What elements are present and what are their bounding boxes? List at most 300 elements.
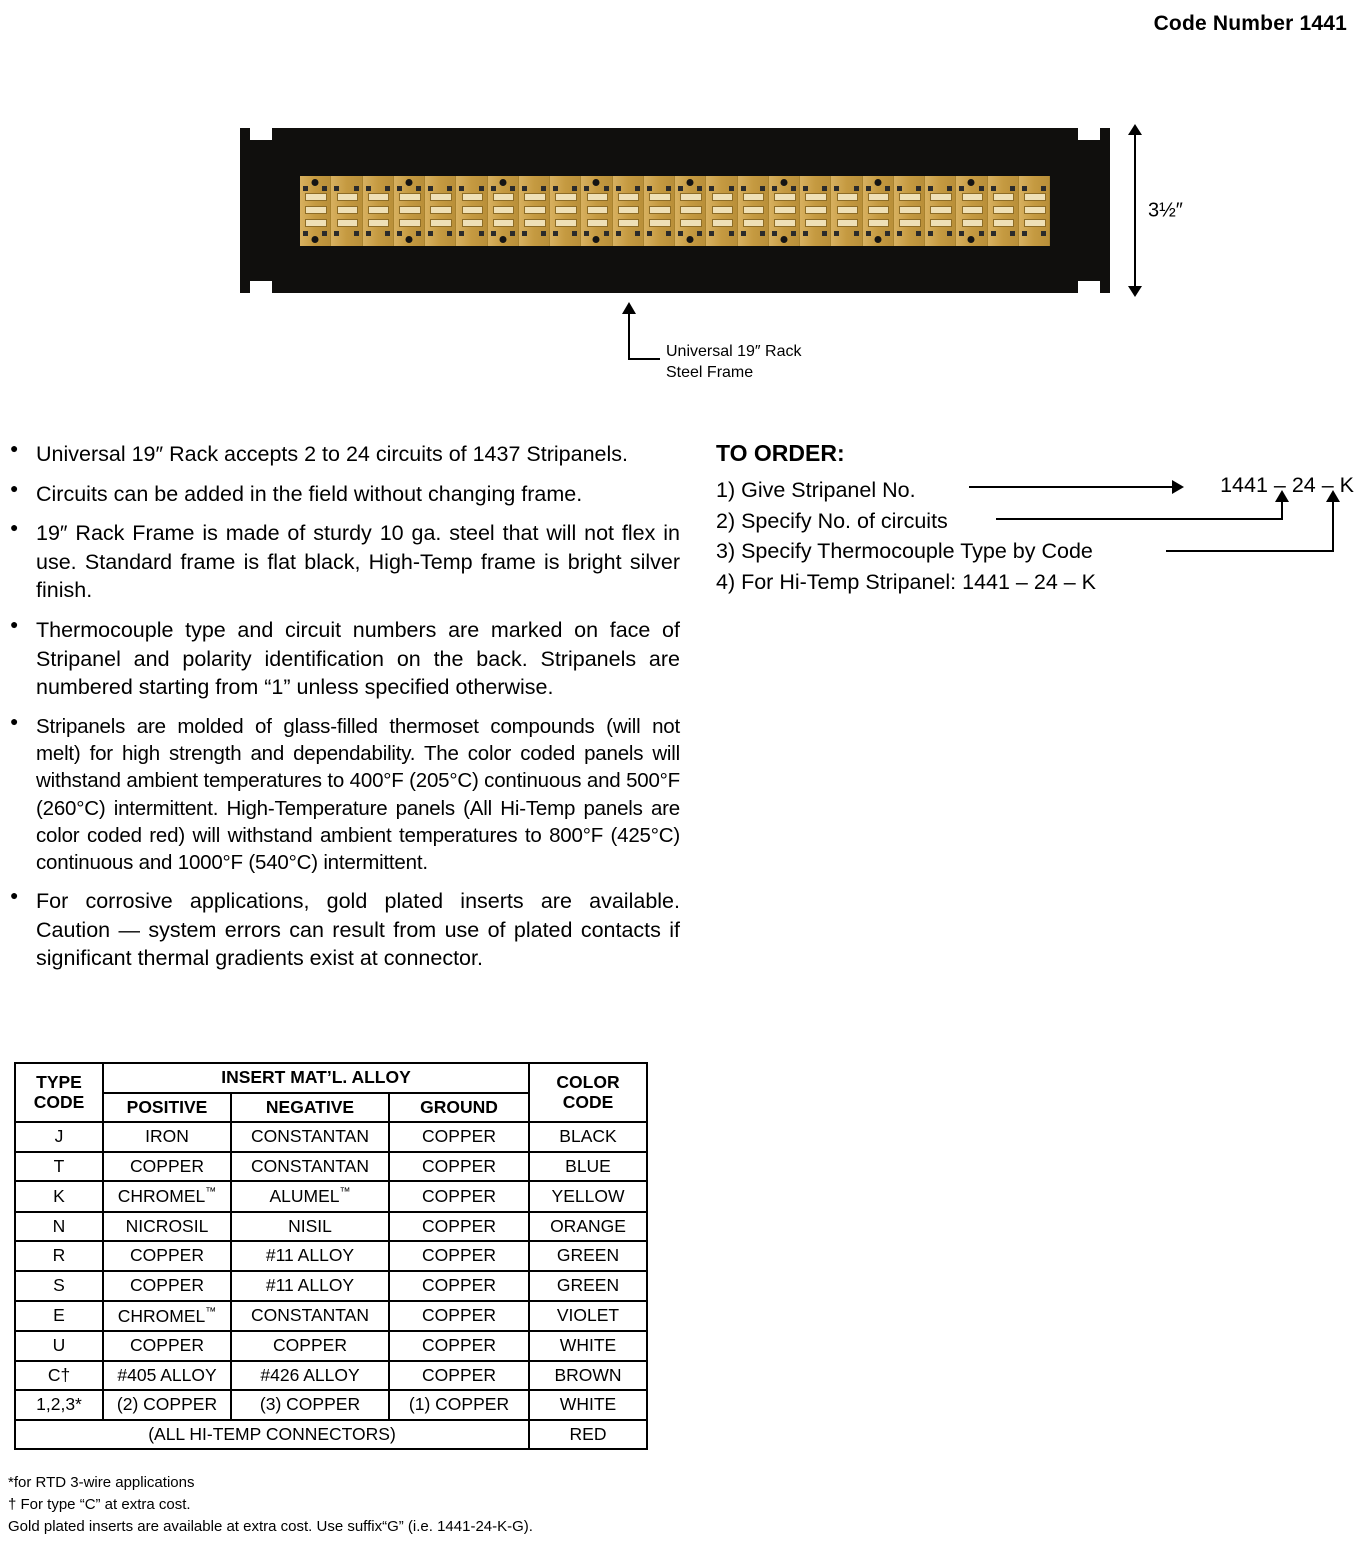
arrow-down-icon (1128, 286, 1142, 297)
marker-icon (459, 231, 464, 236)
marker-icon (803, 186, 808, 191)
screw-icon (499, 179, 506, 186)
terminal-slot (993, 206, 1014, 214)
cell-positive-alloy: #405 ALLOY (103, 1361, 231, 1391)
screw-icon (687, 236, 694, 243)
footnotes (8, 1472, 533, 1537)
terminal-slot (430, 193, 451, 201)
terminal-slot (493, 193, 514, 201)
cell-ground-alloy: COPPER (389, 1331, 529, 1361)
cell-negative-alloy: CONSTANTAN (231, 1122, 389, 1152)
marker-icon (791, 231, 796, 236)
terminal-slot (712, 193, 733, 201)
column-header-insert-alloy: INSERT MAT’L. ALLOY (103, 1063, 529, 1093)
caption-text (666, 342, 802, 384)
marker-icon (885, 186, 890, 191)
marker-icon (428, 231, 433, 236)
cell-type-code: K (15, 1181, 103, 1211)
terminal-slot (305, 219, 326, 227)
terminal-slot (743, 219, 764, 227)
stripanel-circuit (738, 176, 769, 246)
marker-icon (572, 186, 577, 191)
terminal-slot (399, 206, 420, 214)
marker-icon (916, 231, 921, 236)
terminal-slot (368, 193, 389, 201)
cell-ground-alloy: COPPER (389, 1152, 529, 1182)
feature-bullets (10, 440, 680, 984)
cell-ground-alloy: (1) COPPER (389, 1390, 529, 1420)
table-row (15, 1181, 647, 1211)
marker-icon (666, 186, 671, 191)
cell-color-code: WHITE (529, 1390, 647, 1420)
terminal-slot (805, 193, 826, 201)
column-header-type-code (15, 1063, 103, 1122)
stripanel-circuit (644, 176, 675, 246)
marker-icon (322, 231, 327, 236)
footnote-gold-plated: Gold plated inserts are available at extra cost. Use suffix“G” (i.e. 1441-24-K-G). (8, 1517, 533, 1535)
marker-icon (584, 186, 589, 191)
to-order-section (716, 440, 1356, 597)
marker-icon (834, 231, 839, 236)
list-item: ● Thermocouple type and circuit numbers are marked on face of Stripanel and polarity identification on the back. Stripanels are numbered starting from “1” unless specified otherwise. (36, 616, 680, 702)
cell-positive-alloy: (2) COPPER (103, 1390, 231, 1420)
marker-icon (866, 231, 871, 236)
cell-ground-alloy: COPPER (389, 1212, 529, 1242)
marker-icon (979, 231, 984, 236)
table-row-hitemp (15, 1420, 647, 1450)
marker-icon (959, 231, 964, 236)
stripanel-circuit (831, 176, 862, 246)
marker-icon (354, 231, 359, 236)
rack-mount-notch (250, 281, 272, 293)
terminal-slot (430, 219, 451, 227)
screw-icon (968, 179, 975, 186)
cell-positive-alloy: IRON (103, 1122, 231, 1152)
cell-ground-alloy: COPPER (389, 1361, 529, 1391)
terminal-slot (805, 206, 826, 214)
rack-mount-notch (1078, 128, 1100, 140)
terminal-slot (1024, 206, 1045, 214)
marker-icon (447, 231, 452, 236)
terminal-slot (868, 219, 889, 227)
terminal-slot (930, 206, 951, 214)
dimension-label: 3½″ (1148, 199, 1183, 221)
screw-icon (780, 236, 787, 243)
terminal-slot (587, 206, 608, 214)
marker-icon (553, 231, 558, 236)
cell-color-code: BLUE (529, 1152, 647, 1182)
marker-icon (772, 186, 777, 191)
cell-positive-alloy: NICROSIL (103, 1212, 231, 1242)
stripanel-circuit (488, 176, 519, 246)
terminal-slot (993, 219, 1014, 227)
table-header-row (15, 1063, 647, 1093)
marker-icon (322, 186, 327, 191)
terminal-slot (430, 206, 451, 214)
height-dimension (1122, 128, 1212, 293)
arrow-right-icon (1172, 480, 1184, 494)
terminal-slot (930, 219, 951, 227)
stripanel-circuit (894, 176, 925, 246)
marker-icon (697, 231, 702, 236)
cell-type-code: T (15, 1152, 103, 1182)
marker-icon (397, 186, 402, 191)
marker-icon (428, 186, 433, 191)
terminal-slot (680, 206, 701, 214)
terminal-slot (774, 193, 795, 201)
terminal-slot (774, 219, 795, 227)
marker-icon (647, 231, 652, 236)
marker-icon (959, 186, 964, 191)
stripanel-circuit (1019, 176, 1050, 246)
caption-line-1: Universal 19″ Rack (666, 343, 802, 360)
marker-icon (834, 186, 839, 191)
list-item: 1) Give Stripanel No. (716, 478, 916, 502)
cell-positive-alloy: COPPER (103, 1271, 231, 1301)
stripanel-circuit (519, 176, 550, 246)
cell-type-code: N (15, 1212, 103, 1242)
cell-type-code: R (15, 1241, 103, 1271)
marker-icon (947, 231, 952, 236)
screw-icon (405, 179, 412, 186)
order-leader-2 (996, 518, 1283, 520)
column-header-positive: POSITIVE (103, 1093, 231, 1123)
marker-icon (709, 231, 714, 236)
terminal-slot (555, 193, 576, 201)
marker-icon (979, 186, 984, 191)
cell-color-code: YELLOW (529, 1181, 647, 1211)
marker-icon (572, 231, 577, 236)
terminal-slot (930, 193, 951, 201)
terminal-slot (899, 193, 920, 201)
cell-ground-alloy: COPPER (389, 1181, 529, 1211)
terminal-slot (368, 219, 389, 227)
terminal-slot (587, 193, 608, 201)
list-item: 2) Specify No. of circuits (716, 508, 948, 533)
marker-icon (616, 231, 621, 236)
marker-icon (729, 231, 734, 236)
table-row (15, 1241, 647, 1271)
terminal-slot (399, 193, 420, 201)
terminal-slot (837, 206, 858, 214)
marker-icon (928, 186, 933, 191)
terminal-slot (524, 219, 545, 227)
feature-bullet-list (10, 440, 680, 973)
list-item: 3) Specify Thermocouple Type by Code (716, 539, 1093, 564)
stripanel-circuit (706, 176, 737, 246)
marker-icon (678, 186, 683, 191)
list-item: ● For corrosive applications, gold plated inserts are available. Caution — system errors can result from use of plated contacts if significant thermal gradients exist at connector. (36, 887, 680, 973)
terminal-slot (774, 206, 795, 214)
marker-icon (334, 186, 339, 191)
terminal-slot (680, 193, 701, 201)
marker-icon (635, 231, 640, 236)
footnote-type-c: † For type “C” at extra cost. (8, 1495, 191, 1513)
screw-icon (405, 236, 412, 243)
table-row (15, 1271, 647, 1301)
marker-icon (741, 231, 746, 236)
screw-icon (593, 236, 600, 243)
cell-type-code: U (15, 1331, 103, 1361)
table-row (15, 1361, 647, 1391)
cell-type-code: J (15, 1122, 103, 1152)
page-code-number: Code Number 1441 (1153, 12, 1347, 35)
order-leader-3-vertical (1332, 502, 1334, 552)
marker-icon (553, 186, 558, 191)
list-item: ● 19″ Rack Frame is made of sturdy 10 ga. steel that will not flex in use. Standard frame is flat black, High-Temp frame is bright silver finish. (36, 519, 680, 605)
cell-negative-alloy: ALUMEL™ (231, 1181, 389, 1211)
rack-mount-notch (250, 128, 272, 140)
marker-icon (772, 231, 777, 236)
marker-icon (479, 186, 484, 191)
marker-icon (479, 231, 484, 236)
cell-negative-alloy: NISIL (231, 1212, 389, 1242)
color-code-line-2: CODE (562, 1091, 614, 1112)
marker-icon (1022, 231, 1027, 236)
terminal-slot (618, 219, 639, 227)
cell-ground-alloy: COPPER (389, 1271, 529, 1301)
marker-icon (1041, 186, 1046, 191)
order-leader-1 (969, 486, 1174, 488)
marker-icon (1041, 231, 1046, 236)
marker-icon (584, 231, 589, 236)
cell-ground-alloy: COPPER (389, 1241, 529, 1271)
column-header-negative: NEGATIVE (231, 1093, 389, 1123)
terminal-slot (680, 219, 701, 227)
cell-negative-alloy: (3) COPPER (231, 1390, 389, 1420)
terminal-slot (712, 206, 733, 214)
marker-icon (729, 186, 734, 191)
marker-icon (1010, 231, 1015, 236)
marker-icon (491, 231, 496, 236)
marker-icon (822, 231, 827, 236)
terminal-slot (462, 206, 483, 214)
terminal-slot (337, 219, 358, 227)
caption-line-2: Steel Frame (666, 363, 754, 381)
terminal-slot (587, 219, 608, 227)
marker-icon (854, 186, 859, 191)
list-item: 4) For Hi-Temp Stripanel: 1441 – 24 – K (716, 569, 1097, 594)
terminal-slot (962, 219, 983, 227)
stripanel-circuit (800, 176, 831, 246)
marker-icon (541, 231, 546, 236)
screw-icon (780, 179, 787, 186)
terminal-slot (462, 219, 483, 227)
terminal-slot (649, 193, 670, 201)
list-item: ● Universal 19″ Rack accepts 2 to 24 circuits of 1437 Stripanels. (36, 440, 680, 469)
marker-icon (447, 186, 452, 191)
cell-ground-alloy: COPPER (389, 1301, 529, 1331)
marker-icon (366, 231, 371, 236)
cell-hitemp-label: (ALL HI-TEMP CONNECTORS) (15, 1420, 529, 1450)
terminal-slot (962, 206, 983, 214)
screw-icon (593, 179, 600, 186)
terminal-slot (524, 193, 545, 201)
marker-icon (366, 186, 371, 191)
terminal-slot (493, 219, 514, 227)
marker-icon (416, 186, 421, 191)
terminal-slot (649, 206, 670, 214)
stripanel-circuit (925, 176, 956, 246)
marker-icon (303, 231, 308, 236)
marker-icon (616, 186, 621, 191)
stripanel-circuit (394, 176, 425, 246)
footnote-rtd: *for RTD 3-wire applications (8, 1474, 195, 1491)
cell-positive-alloy: COPPER (103, 1152, 231, 1182)
terminal-slot (524, 206, 545, 214)
terminal-slot (618, 193, 639, 201)
cell-positive-alloy: CHROMEL™ (103, 1181, 231, 1211)
cell-ground-alloy: COPPER (389, 1122, 529, 1152)
marker-icon (741, 186, 746, 191)
marker-icon (491, 186, 496, 191)
marker-icon (1022, 186, 1027, 191)
marker-icon (666, 231, 671, 236)
cell-color-code: BROWN (529, 1361, 647, 1391)
cell-positive-alloy: CHROMEL™ (103, 1301, 231, 1331)
order-leader-3 (1166, 550, 1334, 552)
cell-color-code: GREEN (529, 1271, 647, 1301)
stripanel-circuit (863, 176, 894, 246)
marker-icon (459, 186, 464, 191)
terminal-slot (1024, 193, 1045, 201)
terminal-slot (462, 193, 483, 201)
terminal-slot (899, 206, 920, 214)
rack-frame-image (240, 128, 1110, 293)
cell-color-code: BLACK (529, 1122, 647, 1152)
marker-icon (510, 186, 515, 191)
stripanel-circuit (769, 176, 800, 246)
terminal-slot (899, 219, 920, 227)
marker-icon (854, 231, 859, 236)
type-code-line-1: TYPE (36, 1072, 82, 1092)
screw-icon (874, 236, 881, 243)
order-leader-2-vertical (1281, 502, 1283, 520)
stripanel-circuit (613, 176, 644, 246)
marker-icon (803, 231, 808, 236)
terminal-slot (337, 206, 358, 214)
terminal-slot (618, 206, 639, 214)
list-item: ● Circuits can be added in the field without changing frame. (36, 480, 680, 509)
terminal-slot (555, 206, 576, 214)
stripanel-circuit (988, 176, 1019, 246)
marker-icon (991, 186, 996, 191)
marker-icon (541, 186, 546, 191)
marker-icon (416, 231, 421, 236)
table-row (15, 1301, 647, 1331)
cell-positive-alloy: COPPER (103, 1331, 231, 1361)
marker-icon (635, 186, 640, 191)
screw-icon (874, 179, 881, 186)
marker-icon (760, 231, 765, 236)
terminal-slot (305, 206, 326, 214)
terminal-slot (368, 206, 389, 214)
cell-negative-alloy: #11 ALLOY (231, 1271, 389, 1301)
marker-icon (866, 186, 871, 191)
cell-type-code: 1,2,3* (15, 1390, 103, 1420)
terminal-slot (837, 219, 858, 227)
marker-icon (385, 186, 390, 191)
terminal-slot (743, 206, 764, 214)
terminal-slot (493, 206, 514, 214)
arrow-up-icon (1128, 124, 1142, 135)
column-header-color-code (529, 1063, 647, 1122)
terminal-slot (993, 193, 1014, 201)
screw-icon (312, 236, 319, 243)
marker-icon (897, 186, 902, 191)
stripanel-circuit (363, 176, 394, 246)
caption-leader-horizontal (628, 358, 660, 360)
marker-icon (510, 231, 515, 236)
marker-icon (385, 231, 390, 236)
list-item: ● Stripanels are molded of glass-filled thermoset compounds (will not melt) for high strength and dependability. The color coded panels will withstand ambient temperatures to 400°F (205°C) continuous and 500°F (260°C) intermittent. High-Temperature panels (All Hi-Temp panels are color coded red) will withstand ambient temperatures to 800°F (425°C) continuous and 1000°F (540°C) intermittent. (36, 713, 680, 877)
cell-negative-alloy: COPPER (231, 1331, 389, 1361)
terminal-slot (962, 193, 983, 201)
order-example-code: 1441 – 24 – K (1220, 473, 1354, 497)
marker-icon (897, 231, 902, 236)
terminal-slot (805, 219, 826, 227)
marker-icon (709, 186, 714, 191)
caption-leader-vertical (628, 314, 630, 360)
terminal-slot (837, 193, 858, 201)
terminal-slot (399, 219, 420, 227)
column-header-ground: GROUND (389, 1093, 529, 1123)
color-code-line-1: COLOR (556, 1072, 620, 1092)
cell-color-code: VIOLET (529, 1301, 647, 1331)
marker-icon (678, 231, 683, 236)
marker-icon (916, 186, 921, 191)
stripanel-circuit (675, 176, 706, 246)
cell-positive-alloy: COPPER (103, 1241, 231, 1271)
marker-icon (354, 186, 359, 191)
insert-material-table (14, 1062, 648, 1450)
marker-icon (1010, 186, 1015, 191)
marker-icon (647, 186, 652, 191)
cell-color-code: WHITE (529, 1331, 647, 1361)
stripanel-circuit (581, 176, 612, 246)
marker-icon (791, 186, 796, 191)
marker-icon (522, 186, 527, 191)
cell-type-code: E (15, 1301, 103, 1331)
cell-negative-alloy: #11 ALLOY (231, 1241, 389, 1271)
to-order-title: TO ORDER: (716, 440, 845, 466)
terminal-slot (868, 206, 889, 214)
stripanel-row (300, 176, 1050, 246)
arrow-up-icon (1326, 490, 1340, 502)
marker-icon (604, 231, 609, 236)
arrow-up-icon (1275, 490, 1289, 502)
marker-icon (697, 186, 702, 191)
cell-type-code: C† (15, 1361, 103, 1391)
terminal-slot (649, 219, 670, 227)
screw-icon (968, 236, 975, 243)
screw-icon (687, 179, 694, 186)
table-row (15, 1122, 647, 1152)
stripanel-circuit (300, 176, 331, 246)
dimension-line (1134, 132, 1136, 289)
terminal-slot (868, 193, 889, 201)
marker-icon (303, 186, 308, 191)
screw-icon (312, 179, 319, 186)
stripanel-circuit (425, 176, 456, 246)
product-figure (0, 110, 1365, 380)
screw-icon (499, 236, 506, 243)
marker-icon (885, 231, 890, 236)
terminal-slot (555, 219, 576, 227)
terminal-slot (337, 193, 358, 201)
marker-icon (928, 231, 933, 236)
figure-caption (620, 300, 950, 390)
